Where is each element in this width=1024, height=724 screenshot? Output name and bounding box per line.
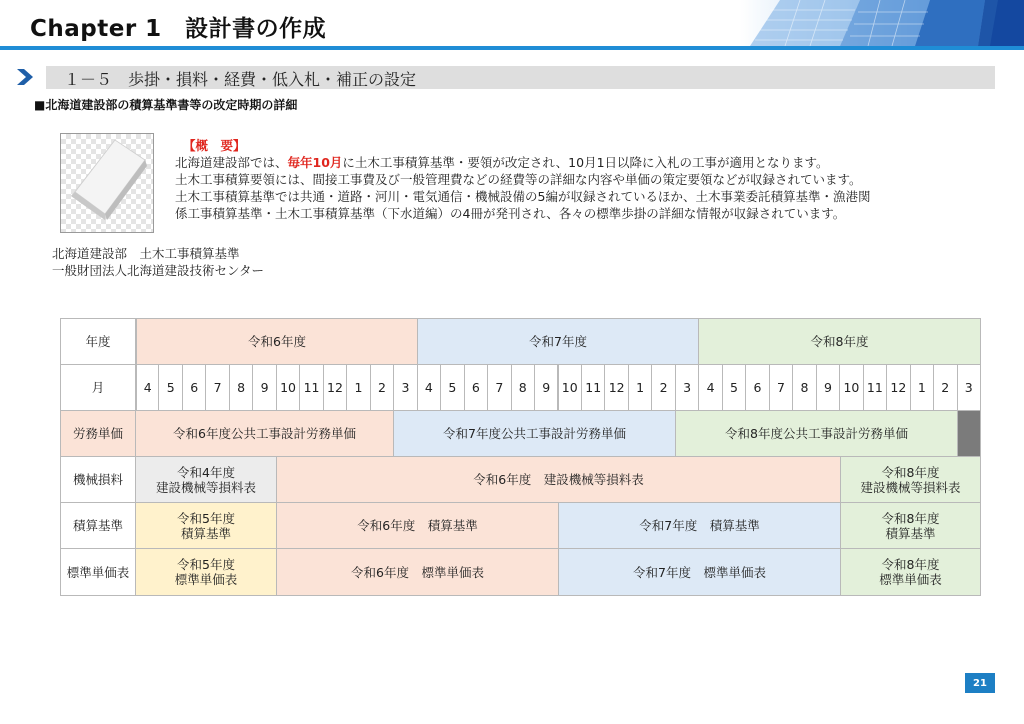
month-cell: 9 bbox=[252, 364, 276, 411]
labor-reiwa8: 令和8年度公共工事設計労務単価 bbox=[675, 410, 958, 457]
year-cell-reiwa6: 令和6年度 bbox=[136, 318, 418, 365]
row-header-machine: 機械損料 bbox=[60, 456, 136, 503]
month-cell: 10 bbox=[839, 364, 863, 411]
month-cell: 5 bbox=[722, 364, 746, 411]
month-cell: 6 bbox=[745, 364, 769, 411]
row-header-month: 月 bbox=[60, 364, 136, 411]
revision-schedule-table bbox=[60, 318, 981, 598]
month-cell: 8 bbox=[792, 364, 816, 411]
overview-line-2: 土木工事積算要領には、間接工事費及び一般管理費などの経費等の詳細な内容や単価の策定要領などが収録されています。 bbox=[175, 172, 862, 187]
header-divider bbox=[0, 46, 1024, 50]
month-cell: 4 bbox=[136, 364, 159, 411]
chapter-title: Chapter 1 設計書の作成 bbox=[30, 16, 327, 42]
month-cell: 9 bbox=[534, 364, 558, 411]
overview-line-4: 係工事積算基準・土木工事積算基準（下水道編）の4冊が発刊され、各々の標準歩掛の詳細な情報が収録されています。 bbox=[175, 206, 846, 221]
month-cell: 7 bbox=[769, 364, 793, 411]
month-cell: 11 bbox=[581, 364, 605, 411]
month-cell: 4 bbox=[417, 364, 441, 411]
month-cell: 10 bbox=[276, 364, 300, 411]
row-header-labor: 労務単価 bbox=[60, 410, 136, 457]
month-cell: 11 bbox=[863, 364, 887, 411]
month-cell: 12 bbox=[323, 364, 347, 411]
publisher-caption bbox=[52, 245, 264, 279]
overview-text bbox=[175, 137, 995, 222]
machine-reiwa8: 令和8年度 建設機械等損料表 bbox=[840, 456, 981, 503]
year-cell-reiwa7: 令和7年度 bbox=[417, 318, 699, 365]
month-cell: 7 bbox=[205, 364, 229, 411]
month-cell: 12 bbox=[886, 364, 910, 411]
machine-reiwa4: 令和4年度 建設機械等損料表 bbox=[135, 456, 277, 503]
month-cell: 8 bbox=[229, 364, 253, 411]
year-cell-reiwa8: 令和8年度 bbox=[698, 318, 981, 365]
unit-price-reiwa8: 令和8年度 標準単価表 bbox=[840, 548, 981, 596]
chevron-right-icon bbox=[16, 67, 36, 87]
publisher-line-1: 北海道建設部 土木工事積算基準 bbox=[52, 246, 240, 261]
overview-heading: 【概 要】 bbox=[183, 138, 246, 153]
standard-reiwa7: 令和7年度 積算基準 bbox=[558, 502, 841, 549]
standard-reiwa8: 令和8年度 積算基準 bbox=[840, 502, 981, 549]
unit-price-reiwa5: 令和5年度 標準単価表 bbox=[135, 548, 277, 596]
month-cell: 10 bbox=[558, 364, 582, 411]
unit-price-reiwa6: 令和6年度 標準単価表 bbox=[276, 548, 559, 596]
unit-price-reiwa7: 令和7年度 標準単価表 bbox=[558, 548, 841, 596]
row-header-standard: 積算基準 bbox=[60, 502, 136, 549]
year-row bbox=[60, 318, 981, 365]
row-header-year: 年度 bbox=[60, 318, 136, 365]
labor-next-marker bbox=[957, 410, 981, 457]
month-cell: 2 bbox=[370, 364, 394, 411]
standard-reiwa5: 令和5年度 積算基準 bbox=[135, 502, 277, 549]
section-title: １－５ 歩掛・損料・経費・低入札・補正の設定 bbox=[64, 70, 417, 89]
unit-price-row bbox=[60, 548, 981, 596]
month-cell: 11 bbox=[299, 364, 323, 411]
month-cell: 9 bbox=[816, 364, 840, 411]
month-cell: 6 bbox=[464, 364, 488, 411]
machine-reiwa6: 令和6年度 建設機械等損料表 bbox=[276, 456, 841, 503]
month-cell: 12 bbox=[604, 364, 628, 411]
machine-row bbox=[60, 456, 981, 503]
month-cell: 2 bbox=[933, 364, 957, 411]
labor-reiwa6: 令和6年度公共工事設計労務単価 bbox=[135, 410, 394, 457]
standard-row bbox=[60, 502, 981, 549]
book-cover-image bbox=[60, 133, 154, 233]
publisher-line-2: 一般財団法人北海道建設技術センター bbox=[52, 263, 265, 278]
page-number: 21 bbox=[965, 673, 995, 693]
row-header-unit-price: 標準単価表 bbox=[60, 548, 136, 596]
month-cell: 4 bbox=[698, 364, 722, 411]
slide-header bbox=[0, 0, 1024, 50]
month-cell: 3 bbox=[675, 364, 699, 411]
month-cell: 6 bbox=[182, 364, 206, 411]
month-row bbox=[60, 364, 981, 411]
month-cell: 1 bbox=[910, 364, 934, 411]
section-title-bar bbox=[46, 66, 995, 89]
month-cell: 7 bbox=[487, 364, 511, 411]
month-cell: 5 bbox=[440, 364, 464, 411]
month-cell: 5 bbox=[158, 364, 182, 411]
month-cell: 2 bbox=[651, 364, 675, 411]
month-cell: 1 bbox=[346, 364, 370, 411]
standard-reiwa6: 令和6年度 積算基準 bbox=[276, 502, 559, 549]
month-cell: 3 bbox=[957, 364, 981, 411]
labor-row bbox=[60, 410, 981, 457]
month-cell: 3 bbox=[393, 364, 417, 411]
overview-line-1-post: に土木工事積算基準・要領が改定され、10月1日以降に入札の工事が適用となります。 bbox=[342, 155, 829, 170]
month-cell: 8 bbox=[511, 364, 535, 411]
month-cell: 1 bbox=[628, 364, 652, 411]
overview-line-1-pre: 北海道建設部では、 bbox=[175, 155, 288, 170]
building-banner-image bbox=[740, 0, 1024, 46]
labor-reiwa7: 令和7年度公共工事設計労務単価 bbox=[393, 410, 676, 457]
overview-highlight: 毎年10月 bbox=[287, 155, 343, 170]
overview-line-1 bbox=[175, 154, 995, 171]
subheading: ■北海道建設部の積算基準書等の改定時期の詳細 bbox=[34, 98, 298, 112]
overview-line-3: 土木工事積算基準では共通・道路・河川・電気通信・機械設備の5編が収録されているほか、土木事業委託積算基準・漁港関 bbox=[175, 189, 871, 204]
